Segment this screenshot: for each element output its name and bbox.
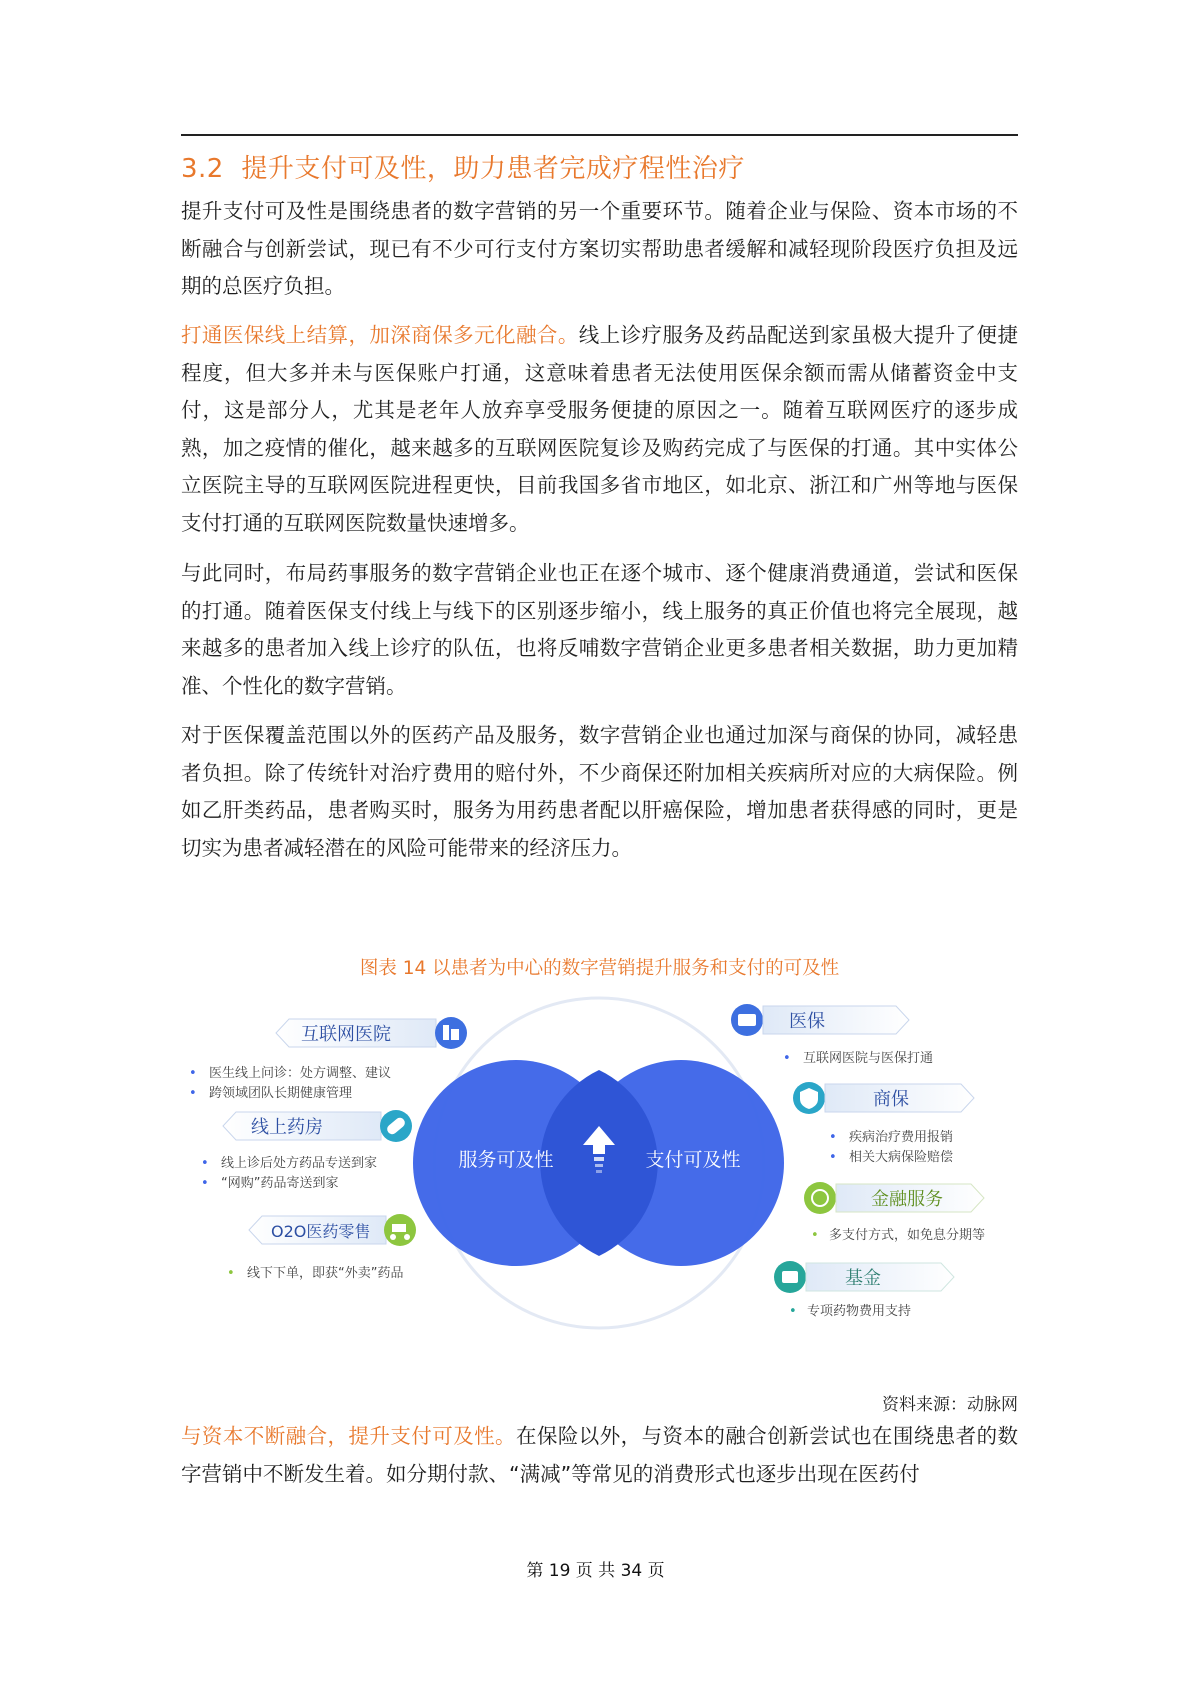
center-right-label: 支付可及性 (645, 1149, 741, 1171)
right-bullet: 互联网医院与医保打通 (803, 1051, 934, 1066)
right-item-label: 金融服务 (871, 1189, 943, 1210)
left-item-label: 互联网医院 (301, 1024, 391, 1045)
right-bullet: 多支付方式，如免息分期等 (829, 1228, 986, 1243)
paragraph-2 (181, 317, 1018, 542)
right-item-financial-services (804, 1182, 985, 1243)
tag-shape (763, 1006, 909, 1034)
svg-text:•: • (189, 1086, 197, 1101)
left-bullet: 跨领域团队长期健康管理 (209, 1086, 353, 1101)
paragraph-1: 提升支付可及性是围绕患者的数字营销的另一个重要环节。随着企业与保险、资本市场的不断融合与创新尝试，现已有不少可行支付方案切实帮助患者缓解和减轻现阶段医疗负担及远期的总医疗负担。 (181, 199, 1018, 298)
right-item-label: 基金 (845, 1268, 881, 1289)
right-item-commercial-insurance (793, 1082, 974, 1165)
svg-text:•: • (227, 1266, 235, 1281)
svg-text:•: • (201, 1156, 209, 1171)
svg-text:•: • (189, 1066, 197, 1081)
page-footer: 第 19 页 共 34 页 (526, 1561, 665, 1581)
paragraph-4: 对于医保覆盖范围以外的医药产品及服务，数字营销企业也通过加深与商保的协同，减轻患者负担。除了传统针对治疗费用的赔付外，不少商保还附加相关疾病所对应的大病保险。例如乙肝类药品，患者购买时，服务为用药患者配以肝癌保险，增加患者获得感的同时，更是切实为患者减轻潜在的风险可能带来的经济压力。 (181, 723, 1018, 860)
left-bullet: 线上诊后处方药品专送到家 (221, 1156, 378, 1171)
svg-text:•: • (811, 1228, 819, 1243)
right-item-label: 医保 (789, 1011, 825, 1032)
right-item-fund (774, 1261, 954, 1319)
svg-text:•: • (783, 1051, 791, 1066)
paragraph-5 (181, 1418, 1018, 1493)
header-rule (181, 134, 1018, 136)
right-bullet: 相关大病保险赔偿 (849, 1150, 954, 1165)
left-bullet: 线下下单，即获“外卖”药品 (247, 1266, 404, 1281)
right-bullet: 专项药物费用支持 (807, 1304, 912, 1319)
left-item-online-pharmacy (201, 1110, 412, 1191)
left-item-o2o-retail (227, 1214, 416, 1281)
coin-icon (804, 1182, 836, 1214)
figure-source: 资料来源：动脉网 (882, 1395, 1018, 1415)
left-bullet: “网购”药品寄送到家 (221, 1176, 339, 1191)
left-bullet: 医生线上问诊：处方调整、建议 (209, 1066, 392, 1081)
paragraph-2-lead: 打通医保线上结算，加深商保多元化融合。 (181, 323, 579, 347)
center-left-label: 服务可及性 (458, 1149, 554, 1171)
right-item-label: 商保 (873, 1089, 909, 1110)
svg-text:•: • (829, 1130, 837, 1145)
figure-diagram (181, 995, 1018, 1340)
figure-caption: 图表 14 以患者为中心的数字营销提升服务和支付的可及性 (359, 958, 840, 979)
left-item-internet-hospital (189, 1017, 467, 1101)
right-item-medical-insurance (731, 1004, 933, 1066)
left-item-label: O2O医药零售 (271, 1222, 371, 1241)
left-item-label: 线上药房 (251, 1117, 323, 1138)
section-title: 提升支付可及性，助力患者完成疗程性治疗 (241, 154, 745, 184)
svg-text:•: • (789, 1304, 797, 1319)
paragraph-2-body: 线上诊疗服务及药品配送到家虽极大提升了便捷程度，但大多并未与医保账户打通，这意味着患者无法使用医保余额而需从储蓄资金中支付，这是部分人，尤其是老年人放弃享受服务便捷的原因之一。随着互联网医疗的逐步成熟，加之疫情的催化，越来越多的互联网医院复诊及购药完成了与医保的打通。其中实体公立医院主导的互联网医院进程更快，目前我国多省市地区，如北京、浙江和广州等地与医保支付打通的互联网医院数量快速增多。 (181, 323, 1018, 535)
section-heading (181, 148, 745, 185)
svg-text:•: • (201, 1176, 209, 1191)
paragraph-5-lead: 与资本不断融合，提升支付可及性。 (181, 1424, 516, 1448)
svg-text:•: • (829, 1150, 837, 1165)
paragraph-5-body: 在保险以外，与资本的融合创新尝试也在围绕患者的数字营销中不断发生着。如分期付款、“满减”等常见的消费形式也逐步出现在医药付 (181, 1424, 1019, 1486)
paragraph-3: 与此同时，布局药事服务的数字营销企业也正在逐个城市、逐个健康消费通道，尝试和医保的打通。随着医保支付线上与线下的区别逐步缩小，线上服务的真正价值也将完全展现，越来越多的患者加入线上诊疗的队伍，也将反哺数字营销企业更多患者相关数据，助力更加精准、个性化的数字营销。 (181, 561, 1018, 698)
right-bullet: 疾病治疗费用报销 (849, 1130, 954, 1145)
section-number: 3.2 (181, 154, 224, 184)
